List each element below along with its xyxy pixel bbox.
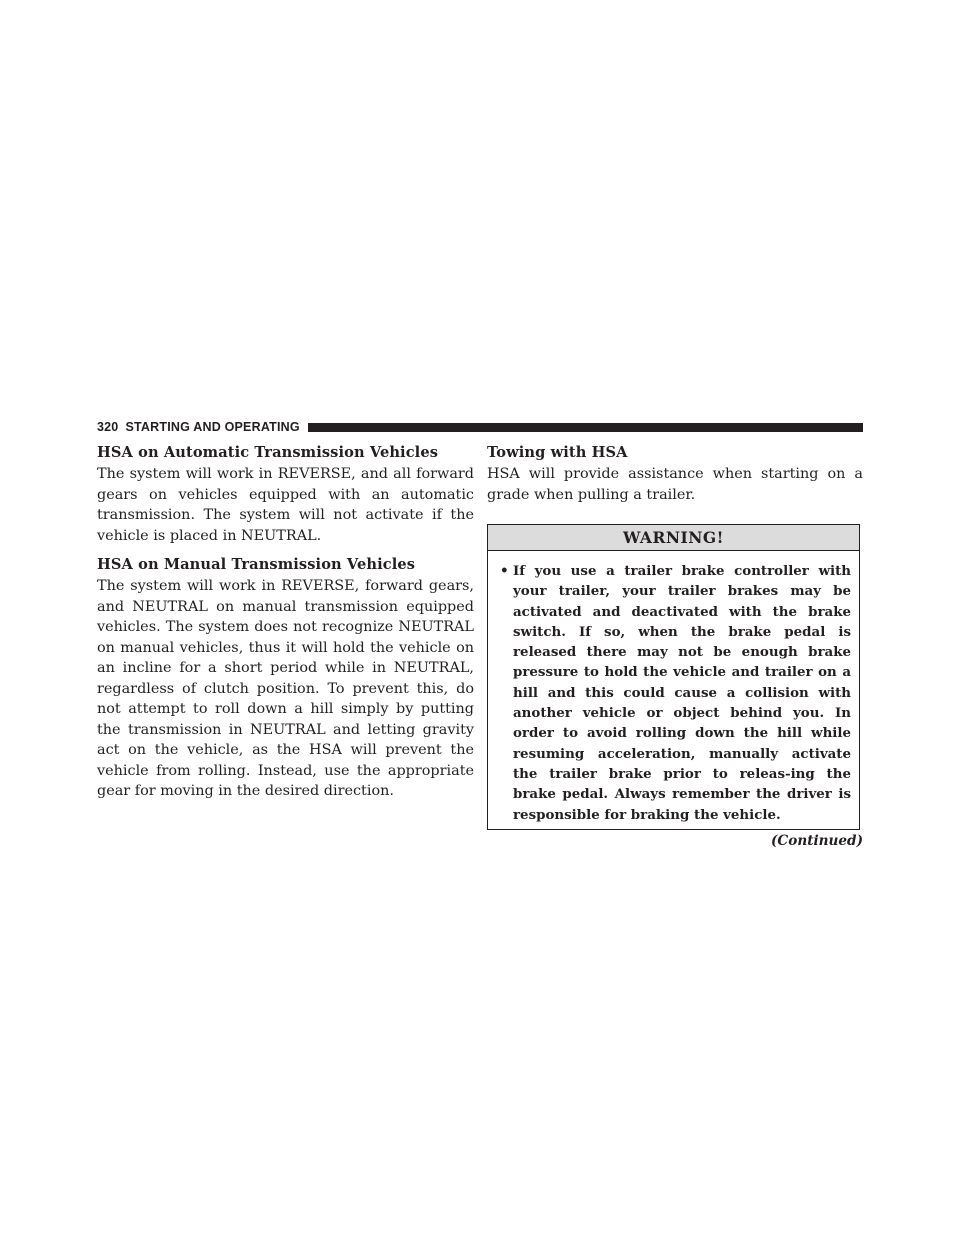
warning-body (488, 551, 859, 829)
warning-title: WARNING! (488, 525, 859, 551)
paragraph-hsa-automatic: The system will work in REVERSE, and all forward gears on vehicles equipped with an automatic transmission. The system will not activate if the vehicle is placed in NEUTRAL. (97, 466, 474, 544)
section-title: STARTING AND OPERATING (125, 420, 300, 434)
paragraph-towing-hsa: HSA will provide assistance when starting on a grade when pulling a trailer. (487, 466, 863, 503)
page-header (97, 419, 863, 435)
heading-hsa-automatic: HSA on Automatic Transmission Vehicles (97, 444, 439, 461)
bullet-icon: • (500, 563, 509, 579)
right-column (487, 443, 863, 850)
paragraph-hsa-manual: The system will work in REVERSE, forward gears, and NEUTRAL on manual transmission equipped vehicles. The system does not recognize NEUTRAL on manual vehicles, thus it will hold the vehicle on an incline for a short period while in NEUTRAL, regardless of clutch position. To prevent this, do not attempt to roll down a hill simply by putting the transmission in NEUTRAL and letting gravity act on the vehicle, as the HSA will prevent the vehicle from rolling. Instead, use the appropriate gear for moving in the desired direction. (97, 578, 474, 799)
heading-hsa-manual: HSA on Manual Transmission Vehicles (97, 556, 416, 573)
left-column (97, 443, 474, 802)
header-rule (308, 423, 863, 432)
heading-towing-hsa: Towing with HSA (487, 444, 628, 461)
page-number: 320 (97, 420, 119, 434)
warning-text: If you use a trailer brake controller with your trailer, your trailer brakes may be activated and deactivated with the brake switch. If so, when the brake pedal is released there may not be enough brake pressure to hold the vehicle and trailer on a hill and this could cause a collision with another vehicle or object behind you. In order to avoid rolling down the hill while resuming acceleration, manually activate the trailer brake prior to releas-ing the brake pedal. Always remember the driver is responsible for braking the vehicle. (513, 563, 851, 823)
warning-box (487, 524, 860, 830)
continued-note: (Continued) (771, 832, 863, 849)
